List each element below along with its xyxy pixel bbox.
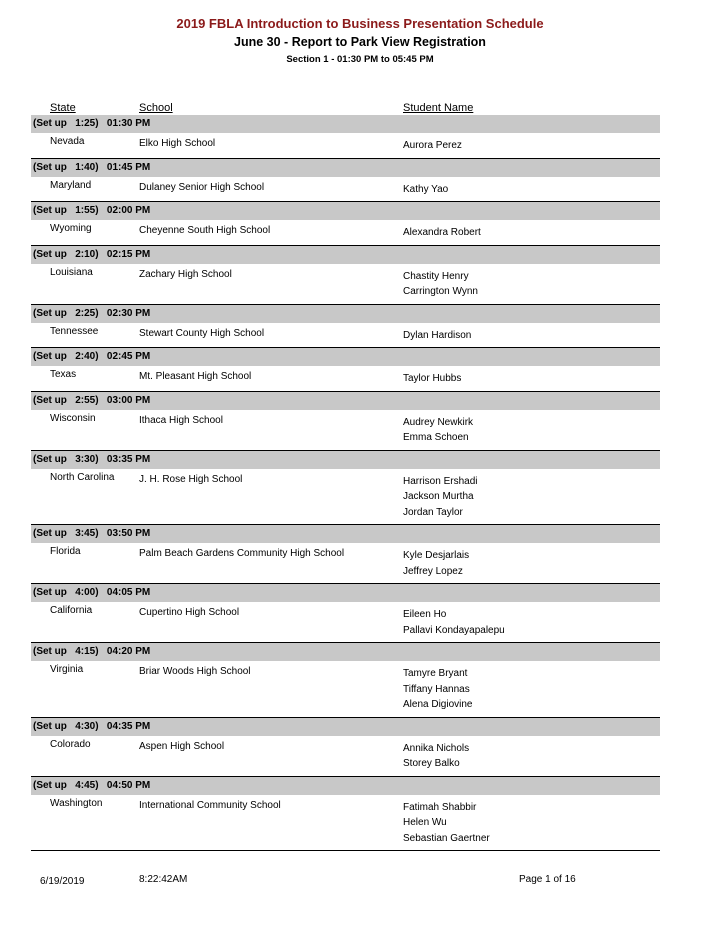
student-list bbox=[403, 136, 660, 154]
state-cell: Nevada bbox=[50, 136, 85, 147]
student-list bbox=[403, 180, 660, 198]
student-name: Jeffrey Lopez bbox=[403, 565, 463, 577]
slot-details bbox=[31, 220, 660, 245]
state-cell: Colorado bbox=[50, 738, 91, 750]
slot-time-header: (Set up 4:45) 04:50 PM bbox=[31, 777, 660, 795]
state-cell: Louisiana bbox=[50, 266, 93, 278]
schedule-list bbox=[31, 115, 660, 851]
school-cell: Aspen High School bbox=[139, 740, 225, 752]
student-name: Kyle Desjarlais bbox=[403, 550, 470, 561]
schedule-slot bbox=[31, 525, 660, 584]
state-cell: Washington bbox=[50, 797, 103, 809]
student-name: Carrington Wynn bbox=[403, 286, 478, 297]
student-list bbox=[403, 472, 660, 521]
column-header-school: School bbox=[139, 102, 173, 114]
slot-details bbox=[31, 469, 660, 525]
student-list bbox=[403, 369, 660, 387]
slot-details bbox=[31, 323, 660, 348]
schedule-slot bbox=[31, 718, 660, 777]
school-cell: International Community School bbox=[139, 799, 281, 811]
student-name: Tiffany Hannas bbox=[403, 683, 470, 695]
student-name: Audrey Newkirk bbox=[403, 416, 474, 428]
student-list bbox=[403, 413, 660, 446]
state-cell: Maryland bbox=[50, 179, 92, 191]
state-cell: Wyoming bbox=[50, 223, 92, 234]
state-cell: Florida bbox=[50, 546, 81, 557]
student-name: Jackson Murtha bbox=[403, 491, 474, 502]
state-cell: North Carolina bbox=[50, 471, 115, 483]
student-list bbox=[403, 326, 660, 344]
slot-details bbox=[31, 736, 660, 776]
student-list bbox=[403, 664, 660, 713]
slot-details bbox=[31, 177, 660, 202]
slot-time-header: (Set up 3:45) 03:50 PM bbox=[31, 525, 660, 543]
slot-details bbox=[31, 264, 660, 304]
slot-details bbox=[31, 602, 660, 642]
column-header-student: Student Name bbox=[403, 102, 474, 114]
school-cell: J. H. Rose High School bbox=[139, 473, 243, 485]
schedule-slot bbox=[31, 451, 660, 526]
student-name: Pallavi Kondayapalepu bbox=[403, 624, 505, 636]
schedule-slot bbox=[31, 584, 660, 643]
student-list bbox=[403, 605, 660, 638]
school-cell: Cupertino High School bbox=[139, 607, 240, 618]
schedule-slot bbox=[31, 246, 660, 305]
slot-time-header: (Set up 2:10) 02:15 PM bbox=[31, 246, 660, 264]
slot-details bbox=[31, 795, 660, 851]
slot-time-header: (Set up 1:40) 01:45 PM bbox=[31, 159, 660, 177]
school-cell: Palm Beach Gardens Community High School bbox=[139, 548, 345, 559]
slot-time-header: (Set up 4:15) 04:20 PM bbox=[31, 643, 660, 661]
state-cell: Tennessee bbox=[50, 325, 99, 337]
slot-time-header: (Set up 4:30) 04:35 PM bbox=[31, 718, 660, 736]
schedule-slot bbox=[31, 777, 660, 852]
student-list bbox=[403, 546, 660, 579]
school-cell: Elko High School bbox=[139, 138, 216, 149]
footer-page-number: Page 1 of 16 bbox=[519, 874, 576, 885]
school-cell: Stewart County High School bbox=[139, 327, 265, 339]
slot-details bbox=[31, 133, 660, 158]
student-name: Kathy Yao bbox=[403, 183, 449, 195]
student-list bbox=[403, 739, 660, 772]
student-name: Alena Digiovine bbox=[403, 699, 473, 710]
slot-details bbox=[31, 661, 660, 717]
page-title: 2019 FBLA Introduction to Business Presentation Schedule bbox=[176, 16, 544, 31]
student-name: Tamyre Bryant bbox=[403, 668, 468, 679]
school-cell: Briar Woods High School bbox=[139, 666, 251, 677]
slot-time-header: (Set up 2:25) 02:30 PM bbox=[31, 305, 660, 323]
student-list bbox=[403, 223, 660, 241]
student-name: Emma Schoen bbox=[403, 432, 469, 443]
slot-time-header: (Set up 2:40) 02:45 PM bbox=[31, 348, 660, 366]
schedule-slot bbox=[31, 159, 660, 203]
slot-time-header: (Set up 1:25) 01:30 PM bbox=[31, 115, 660, 133]
student-name: Storey Balko bbox=[403, 758, 460, 769]
student-list bbox=[403, 267, 660, 300]
slot-details bbox=[31, 366, 660, 391]
slot-time-header: (Set up 3:30) 03:35 PM bbox=[31, 451, 660, 469]
section-label: Section 1 - 01:30 PM to 05:45 PM bbox=[286, 54, 434, 65]
footer-date: 6/19/2019 bbox=[40, 876, 85, 887]
column-header-state: State bbox=[50, 102, 76, 114]
student-name: Fatimah Shabbir bbox=[403, 801, 477, 813]
student-name: Helen Wu bbox=[403, 817, 447, 828]
school-cell: Zachary High School bbox=[139, 268, 232, 280]
slot-details bbox=[31, 410, 660, 450]
school-cell: Mt. Pleasant High School bbox=[139, 371, 252, 382]
state-cell: Virginia bbox=[50, 664, 84, 675]
state-cell: California bbox=[50, 605, 93, 616]
schedule-slot bbox=[31, 305, 660, 349]
slot-time-header: (Set up 4:00) 04:05 PM bbox=[31, 584, 660, 602]
student-name: Sebastian Gaertner bbox=[403, 832, 490, 844]
schedule-slot bbox=[31, 392, 660, 451]
slot-time-header: (Set up 2:55) 03:00 PM bbox=[31, 392, 660, 410]
school-cell: Dulaney Senior High School bbox=[139, 181, 265, 193]
page-subtitle: June 30 - Report to Park View Registration bbox=[234, 35, 486, 49]
student-name: Eileen Ho bbox=[403, 609, 447, 620]
footer-time: 8:22:42AM bbox=[139, 874, 188, 885]
student-name: Chastity Henry bbox=[403, 270, 469, 282]
student-name: Alexandra Robert bbox=[403, 227, 481, 238]
schedule-slot bbox=[31, 202, 660, 246]
student-name: Aurora Perez bbox=[403, 140, 462, 151]
schedule-slot bbox=[31, 348, 660, 392]
slot-details bbox=[31, 543, 660, 583]
state-cell: Wisconsin bbox=[50, 412, 96, 424]
state-cell: Texas bbox=[50, 369, 77, 380]
school-cell: Cheyenne South High School bbox=[139, 225, 271, 236]
student-name: Jordan Taylor bbox=[403, 506, 463, 518]
student-name: Harrison Ershadi bbox=[403, 475, 478, 487]
school-cell: Ithaca High School bbox=[139, 414, 223, 426]
schedule-slot bbox=[31, 643, 660, 718]
slot-time-header: (Set up 1:55) 02:00 PM bbox=[31, 202, 660, 220]
student-list bbox=[403, 798, 660, 847]
schedule-slot bbox=[31, 115, 660, 159]
student-name: Annika Nichols bbox=[403, 742, 470, 754]
student-name: Dylan Hardison bbox=[403, 329, 472, 341]
student-name: Taylor Hubbs bbox=[403, 373, 462, 384]
